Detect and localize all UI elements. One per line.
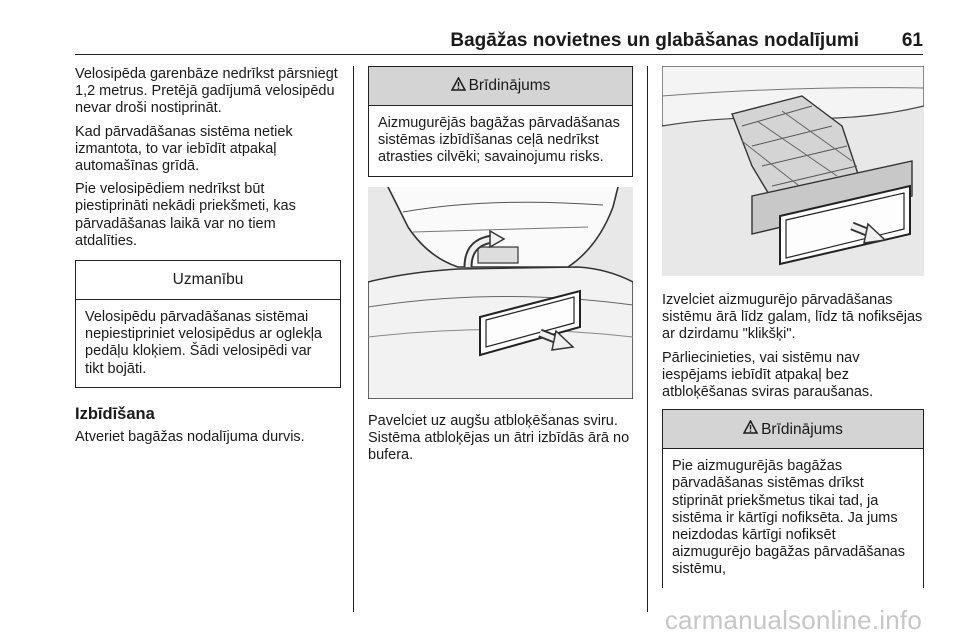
paragraph: Velosipēda garenbāze nedrīkst pārsniegt 1,2 metrus. Pretējā gadījumā velosipēdu nevar droši nostiprināt. (75, 66, 338, 117)
page-title: Bagāžas novietnes un glabāšanas nodalījumi (450, 30, 859, 51)
warning-box (662, 409, 924, 588)
column-3 (662, 66, 924, 588)
warning-title: Brīdinājums (468, 77, 551, 95)
notice-title: Uzmanību (76, 261, 340, 300)
warning-triangle-icon (743, 420, 758, 438)
watermark: carmanualsonline.info (664, 605, 922, 635)
notice-body: Velosipēdu pārvadāšanas sistēmai nepiestipriniet velosipēdus ar oglekļa pedāļu kloķiem. Šādi velosipēdi var tikt bojāti. (85, 309, 322, 377)
paragraph: Izvelciet aizmugurējo pārvadāšanas sistēmu ārā līdz galam, līdz tā nofiksējas ar dzirdamu "klikšķi". (662, 292, 923, 343)
column-2 (368, 66, 633, 470)
page-number: 61 (901, 30, 923, 51)
page-header (75, 30, 923, 52)
paragraph: Kad pārvadāšanas sistēma netiek izmantota, to var iebīdīt atpakaļ automašīnas grīdā. (75, 123, 293, 175)
warning-header (663, 410, 923, 449)
warning-box (368, 66, 633, 177)
header-rule (75, 54, 923, 55)
section-heading: Izbīdīšana (75, 404, 155, 423)
illustration-caption: Pavelciet uz augšu atbloķēšanas sviru. Sistēma atbloķējas un ātri izbīdās ārā no bufera. (368, 412, 630, 464)
warning-body: Aizmugurējās bagāžas pārvadāšanas sistēmas izbīdīšanas ceļā nedrīkst atrasties cilvēki; savainojumu risks. (378, 115, 620, 166)
paragraph: Pārliecinieties, vai sistēmu nav iespējams iebīdīt atpakaļ bez atbloķēšanas sviras paraušanas. (662, 349, 874, 401)
column-divider-1 (353, 66, 354, 612)
paragraph: Pie velosipēdiem nedrīkst būt piestiprināti nekādi priekšmeti, kas pārvadāšanas laikā var no tiem atdalīties. (75, 181, 296, 249)
paragraph: Atveriet bagāžas nodalījuma durvis. (75, 429, 305, 446)
column-1 (75, 66, 341, 452)
warning-triangle-icon (451, 77, 466, 95)
warning-body: Pie aizmugurējās bagāžas pārvadāšanas sistēmas drīkst stiprināt priekšmetus tikai tad, ja sistēma ir kārtīgi nofiksēta. Ja jums neizdodas kārtīgi nofiksēt aizmugurējo bagāžas pārvadāšanas sistēmu, (672, 458, 905, 578)
column-divider-2 (647, 66, 648, 612)
warning-header (369, 67, 632, 106)
illustration-pull-out-carrier (662, 66, 924, 276)
illustration-unlock-lever (368, 187, 633, 399)
warning-title: Brīdinājums (761, 420, 843, 438)
notice-box (75, 260, 341, 388)
